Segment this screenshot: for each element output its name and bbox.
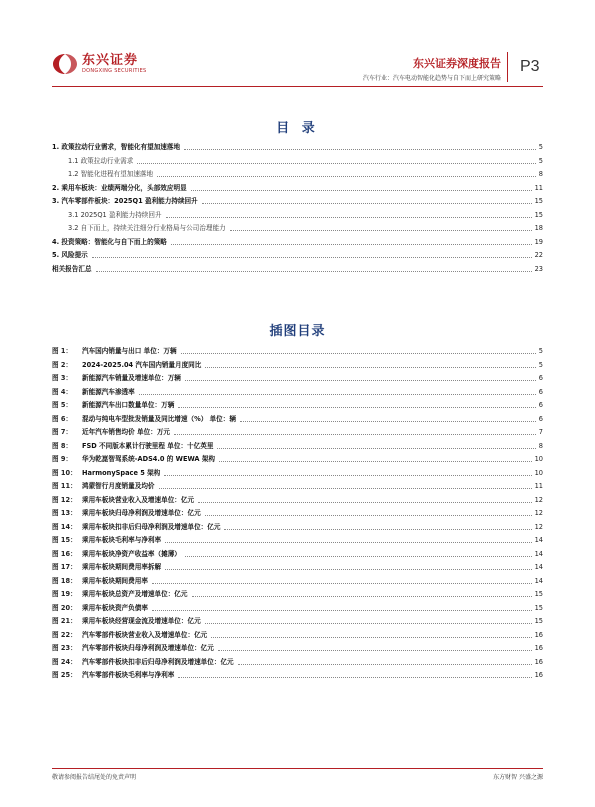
figure-label: FSD 不同版本累计行驶里程 单位：十亿英里 [82, 440, 215, 454]
dot-leader [205, 623, 532, 624]
figure-page: 6 [538, 401, 543, 409]
dot-leader [166, 217, 532, 218]
dot-leader [230, 230, 532, 231]
figure-label: 乘用车板块毛利率与净利率 [82, 534, 163, 548]
figure-number: 图 16： [52, 549, 77, 558]
toc-item-label: 1. 政策拉动行业需求，智能化有望加速落地 [52, 141, 182, 155]
figure-label: 鸿蒙智行月度销量及均价 [82, 480, 157, 494]
dot-leader [178, 407, 535, 408]
dot-leader [165, 569, 531, 570]
figure-number: 图 5： [52, 401, 73, 409]
figure-label: 新能源汽车出口数量单位：万辆 [82, 399, 176, 413]
dot-leader [178, 677, 531, 678]
header-divider [507, 52, 508, 82]
figure-number: 图 19： [52, 590, 77, 598]
figure-page: 5 [538, 347, 543, 355]
dot-leader [174, 434, 536, 435]
figure-page: 14 [534, 576, 543, 585]
toc-item[interactable] [52, 222, 543, 236]
figure-page: 15 [534, 603, 543, 612]
dot-leader [205, 515, 532, 516]
figure-number: 图 17： [52, 563, 77, 571]
toc-item-page: 5 [538, 143, 543, 151]
figure-number: 图 7： [52, 428, 73, 436]
toc-list [52, 141, 543, 276]
toc-item-page: 5 [538, 156, 543, 165]
figure-item[interactable] [52, 440, 543, 454]
dot-leader [164, 475, 531, 476]
figure-label: 新能源汽车渗透率 [82, 386, 137, 400]
dot-leader [217, 448, 535, 449]
figure-item[interactable] [52, 521, 543, 535]
footer-disclaimer: 敬请参阅报告结尾处的免责声明 [52, 774, 137, 781]
toc-item-label: 1.1 政策拉动行业需求 [68, 155, 135, 169]
dot-leader [137, 163, 535, 164]
figure-page: 12 [534, 509, 543, 517]
figure-item[interactable] [52, 656, 543, 670]
figure-number: 图 4： [52, 387, 73, 396]
page-header [0, 0, 595, 90]
dot-leader [198, 502, 532, 503]
toc-item-label: 3.2 自下而上，持续关注细分行业格局与公司治理能力 [68, 222, 228, 236]
figure-label: 乘用车板块期间费用率拆解 [82, 561, 163, 575]
report-subtitle: 汽车行业：汽车电动智能化趋势与自下而上研究策略 [362, 75, 501, 82]
figure-number: 图 10： [52, 468, 77, 477]
figure-label: 乘用车板块资产负债率 [82, 602, 150, 616]
dot-leader [202, 203, 532, 204]
toc-item[interactable] [52, 209, 543, 223]
toc-item-page: 19 [534, 237, 543, 246]
toc-item-page: 23 [534, 264, 543, 273]
figure-page: 14 [534, 536, 543, 544]
figure-number: 图 23： [52, 644, 77, 652]
figure-number: 图 14： [52, 522, 77, 531]
figure-item[interactable] [52, 359, 543, 373]
toc-title: 目 录 [276, 121, 319, 136]
toc-item[interactable] [52, 195, 543, 209]
figure-page: 5 [538, 360, 543, 369]
figure-label: 乘用车板块总资产及增速单位：亿元 [82, 588, 190, 602]
dot-leader [191, 190, 532, 191]
figure-item[interactable] [52, 534, 543, 548]
toc-item-label: 3. 汽车零部件板块：2025Q1 盈利能力持续回升 [52, 195, 200, 209]
report-title: 东兴证券深度报告 [413, 57, 501, 70]
figure-item[interactable] [52, 575, 543, 589]
figure-page: 10 [534, 468, 543, 477]
dot-leader [185, 380, 536, 381]
figure-label: 混动与纯电车型批发销量及同比增速（%） 单位：辆 [82, 413, 238, 427]
figure-number: 图 6： [52, 414, 73, 423]
figure-page: 14 [534, 549, 543, 558]
figure-label: 2024-2025.04 汽车国内销量月度同比 [82, 359, 203, 373]
figure-number: 图 12： [52, 495, 77, 504]
figure-page: 10 [534, 455, 543, 463]
page-number: P3 [520, 58, 540, 75]
figure-label: HarmonySpace 5 架构 [82, 467, 162, 481]
dot-leader [152, 610, 532, 611]
figure-label: 汽车零部件板块营业收入及增速单位：亿元 [82, 629, 209, 643]
figure-item[interactable] [52, 588, 543, 602]
figure-item[interactable] [52, 548, 543, 562]
figure-page: 6 [538, 387, 543, 396]
figure-item[interactable] [52, 480, 543, 494]
toc-item-page: 8 [538, 170, 543, 178]
toc-item[interactable] [52, 155, 543, 169]
figure-item[interactable] [52, 413, 543, 427]
dot-leader [96, 271, 532, 272]
figure-page: 16 [534, 644, 543, 652]
figure-item[interactable] [52, 494, 543, 508]
toc-item-page: 11 [534, 183, 543, 192]
figure-page: 7 [538, 428, 543, 436]
figure-item[interactable] [52, 669, 543, 683]
figure-page: 6 [538, 414, 543, 423]
figure-page: 8 [538, 441, 543, 450]
dot-leader [184, 149, 536, 150]
dot-leader [159, 488, 532, 489]
dot-leader [92, 257, 532, 258]
figure-label: 乘用车板块营业收入及增速单位：亿元 [82, 494, 196, 508]
dot-leader [211, 637, 531, 638]
figure-page: 15 [534, 590, 543, 598]
dot-leader [192, 596, 532, 597]
dot-leader [139, 394, 536, 395]
figure-item[interactable] [52, 453, 543, 467]
dot-leader [238, 664, 532, 665]
figure-page: 15 [534, 617, 543, 625]
toc-item-label: 2. 乘用车板块：业绩两端分化，头部效应明显 [52, 182, 189, 196]
toc-item[interactable] [52, 141, 543, 155]
figure-item[interactable] [52, 602, 543, 616]
figure-label: 乘用车板块期间费用率 [82, 575, 150, 589]
figure-label: 汽车国内销量与出口 单位：万辆 [82, 345, 179, 359]
dot-leader [181, 353, 536, 354]
figure-item[interactable] [52, 629, 543, 643]
dot-leader [240, 421, 536, 422]
figure-number: 图 22： [52, 630, 77, 639]
figure-page: 14 [534, 563, 543, 571]
logo-en-text: DONGXING SECURITIES [82, 67, 147, 74]
toc-item[interactable] [52, 249, 543, 263]
figure-item[interactable] [52, 507, 543, 521]
figure-number: 图 25： [52, 671, 77, 679]
figure-number: 图 8： [52, 441, 73, 450]
dot-leader [224, 529, 531, 530]
figure-item[interactable] [52, 426, 543, 440]
figure-item[interactable] [52, 372, 543, 386]
figure-label: 乘用车板块经营现金流及增速单位：亿元 [82, 615, 203, 629]
dot-leader [157, 176, 536, 177]
toc-item-label: 3.1 2025Q1 盈利能力持续回升 [68, 209, 164, 223]
toc-item-label: 1.2 智能化进程有望加速落地 [68, 168, 155, 182]
toc-item[interactable] [52, 263, 543, 277]
figure-label: 近年汽车销售均价 单位：万元 [82, 426, 172, 440]
toc-item[interactable] [52, 168, 543, 182]
figure-page: 16 [534, 671, 543, 679]
dot-leader [152, 583, 532, 584]
figure-item[interactable] [52, 467, 543, 481]
footer-rule [52, 768, 543, 769]
toc-item-label: 5. 风险提示 [52, 249, 90, 263]
figure-label: 汽车零部件板块毛利率与净利率 [82, 669, 176, 683]
figure-item[interactable] [52, 615, 543, 629]
dot-leader [205, 367, 535, 368]
figure-number: 图 9： [52, 455, 73, 463]
figure-item[interactable] [52, 642, 543, 656]
toc-item-page: 15 [534, 197, 543, 205]
figure-item[interactable] [52, 386, 543, 400]
figure-number: 图 15： [52, 536, 77, 544]
figure-number: 图 1： [52, 347, 73, 355]
figure-item[interactable] [52, 345, 543, 359]
figure-page: 12 [534, 522, 543, 531]
toc-item-page: 22 [534, 251, 543, 259]
figure-number: 图 21： [52, 617, 77, 625]
toc-item-label: 相关报告汇总 [52, 263, 94, 277]
toc-item[interactable] [52, 236, 543, 250]
dongxing-logo-icon [52, 53, 78, 75]
dot-leader [219, 461, 532, 462]
company-logo [52, 53, 147, 75]
footer-slogan: 东方财智 兴盛之源 [493, 774, 543, 781]
figure-item[interactable] [52, 561, 543, 575]
logo-cn-text: 东兴证券 [82, 52, 139, 68]
toc-item-label: 4. 投资策略：智能化与自下而上的策略 [52, 236, 169, 250]
figure-page: 16 [534, 630, 543, 639]
dot-leader [165, 542, 531, 543]
dot-leader [218, 650, 532, 651]
dot-leader [171, 244, 532, 245]
figure-label: 乘用车板块扣非后归母净利润及增速单位：亿元 [82, 521, 222, 535]
figures-title: 插图目录 [269, 324, 326, 339]
figure-page: 16 [534, 657, 543, 666]
figure-number: 图 3： [52, 374, 73, 382]
figure-page: 6 [538, 374, 543, 382]
figure-item[interactable] [52, 399, 543, 413]
figure-label: 新能源汽车销量及增速单位：万辆 [82, 372, 183, 386]
toc-item-page: 15 [534, 210, 543, 219]
figure-number: 图 18： [52, 576, 77, 585]
dot-leader [185, 556, 532, 557]
figure-number: 图 24： [52, 657, 77, 666]
header-rule [52, 86, 543, 87]
toc-item-page: 18 [534, 224, 543, 232]
figure-label: 汽车零部件板块归母净利润及增速单位：亿元 [82, 642, 216, 656]
figure-label: 乘用车板块归母净利润及增速单位：亿元 [82, 507, 203, 521]
figure-number: 图 13： [52, 509, 77, 517]
figure-label: 乘用车板块净资产收益率（摊薄） [82, 548, 183, 562]
figure-label: 华为乾崑智驾系统-ADS4.0 的 WEWA 架构 [82, 453, 217, 467]
figure-number: 图 20： [52, 603, 77, 612]
figure-page: 11 [534, 482, 543, 490]
figure-number: 图 2： [52, 360, 73, 369]
figure-number: 图 11： [52, 482, 77, 490]
toc-item[interactable] [52, 182, 543, 196]
figures-list [52, 345, 543, 683]
figure-label: 汽车零部件板块扣非后归母净利润及增速单位：亿元 [82, 656, 236, 670]
figure-page: 12 [534, 495, 543, 504]
